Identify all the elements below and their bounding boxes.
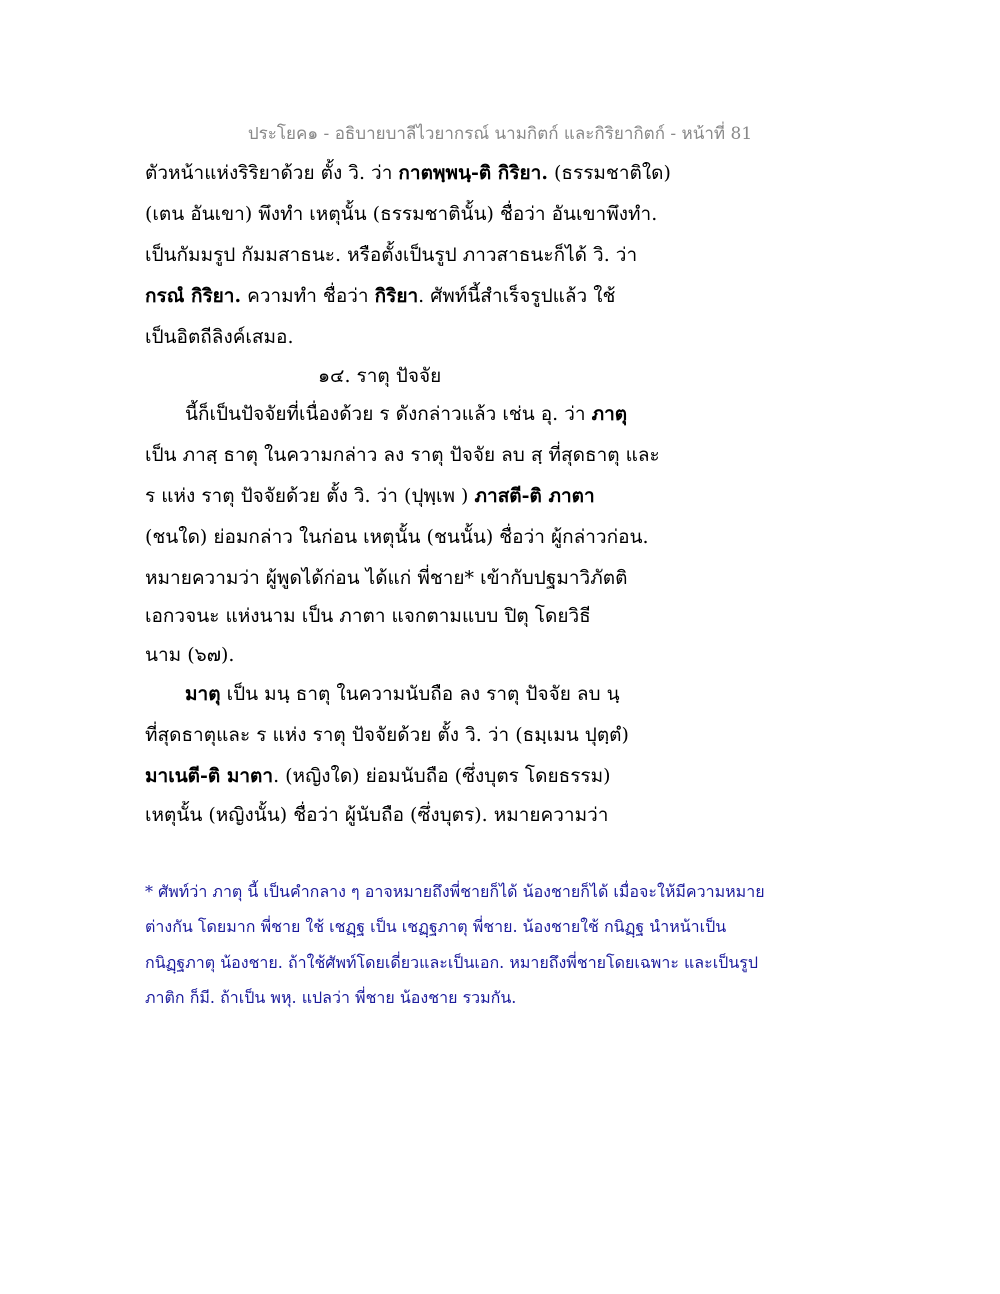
text-line — [185, 679, 620, 709]
text-segment: ร แห่ง ราตุ ปัจจัยด้วย ตั้ง วิ. ว่า (ปุพฺเพ ) — [145, 485, 475, 507]
pali-term: กิริยา — [374, 285, 419, 307]
text-line: เป็นอิตถีลิงค์เสมอ. — [145, 326, 294, 348]
footnote-line: * ศัพท์ว่า ภาตุ นี้ เป็นคำกลาง ๆ อาจหมายถึงพี่ชายก็ได้ น้องชายก็ได้ เมื่อจะให้มีความหมาย — [145, 882, 765, 901]
page-header: ประโยค๑ - อธิบายบาลีไวยากรณ์ นามกิตก์ และกิริยากิตก์ - หน้าที่ 81 — [247, 124, 753, 144]
text-line — [145, 281, 615, 311]
text-line: หมายความว่า ผู้พูดได้ก่อน ได้แก่ พี่ชาย* เข้ากับปฐมาวิภัตติ — [145, 567, 628, 589]
pali-term: มาตุ — [185, 683, 221, 705]
section-title: ๑๔. ราตุ ปัจจัย — [318, 365, 442, 387]
text-line: เป็นกัมมรูป กัมมสาธนะ. หรือตั้งเป็นรูป ภาวสาธนะก็ได้ วิ. ว่า — [145, 244, 638, 266]
text-line: เหตุนั้น (หญิงนั้น) ชื่อว่า ผู้นับถือ (ซึ่งบุตร). หมายความว่า — [145, 804, 609, 826]
footnote-line: ต่างกัน โดยมาก พี่ชาย ใช้ เชฏฺฐ เป็น เชฏฺฐภาตุ พี่ชาย. น้องชายใช้ กนิฏฺฐ นำหน้าเป็น — [145, 917, 727, 936]
text-line: (เตน อันเขา) พึงทำ เหตุนั้น (ธรรมชาตินั้น) ชื่อว่า อันเขาพึงทำ. — [145, 203, 658, 225]
pali-term: มาเนตี-ติ มาตา — [145, 765, 274, 787]
pali-term: กรณํ กิริยา. — [145, 285, 242, 307]
text-line: (ชนใด) ย่อมกล่าว ในก่อน เหตุนั้น (ชนนั้น) ชื่อว่า ผู้กล่าวก่อน. — [145, 526, 649, 548]
text-segment: (ธรรมชาติใด) — [547, 162, 671, 184]
text-segment: ความทำ ชื่อว่า — [241, 285, 375, 307]
text-line — [145, 158, 671, 188]
text-line: เป็น ภาสฺ ธาตุ ในความกล่าว ลง ราตุ ปัจจัย ลบ สฺ ที่สุดธาตุ และ — [145, 444, 660, 466]
text-segment: เป็น มนฺ ธาตุ ในความนับถือ ลง ราตุ ปัจจัย ลบ นฺ — [220, 683, 620, 705]
pali-term: ภาตุ — [591, 403, 628, 425]
footnote-line: ภาติก ก็มี. ถ้าเป็น พหุ. แปลว่า พี่ชาย น้องชาย รวมกัน. — [145, 988, 517, 1007]
text-line — [145, 761, 611, 791]
text-line — [185, 399, 627, 429]
text-line: นาม (๖๗). — [145, 644, 235, 666]
text-segment: นี้ก็เป็นปัจจัยที่เนื่องด้วย ร ดังกล่าวแล้ว เช่น อุ. ว่า — [185, 403, 592, 425]
text-segment: . ศัพท์นี้สำเร็จรูปแล้ว ใช้ — [418, 285, 616, 307]
footnote-line: กนิฏฺฐภาตุ น้องชาย. ถ้าใช้ศัพท์โดยเดี่ยวและเป็นเอก. หมายถึงพี่ชายโดยเฉพาะ และเป็นรูป — [145, 953, 759, 972]
text-segment: ตัวหน้าแห่งริริยาด้วย ตั้ง วิ. ว่า — [145, 162, 399, 184]
pali-term: กาตพฺพนฺ-ติ กิริยา. — [398, 162, 548, 184]
text-line: ที่สุดธาตุและ ร แห่ง ราตุ ปัจจัยด้วย ตั้ง วิ. ว่า (ธมฺเมน ปุตฺตํ) — [145, 724, 629, 746]
text-line — [145, 481, 595, 511]
text-segment: . (หญิงใด) ย่อมนับถือ (ซึ่งบุตร โดยธรรม) — [273, 765, 611, 787]
text-line: เอกวจนะ แห่งนาม เป็น ภาตา แจกตามแบบ ปิตุ โดยวิธี — [145, 605, 591, 627]
pali-term: ภาสตี-ติ ภาตา — [474, 485, 595, 507]
